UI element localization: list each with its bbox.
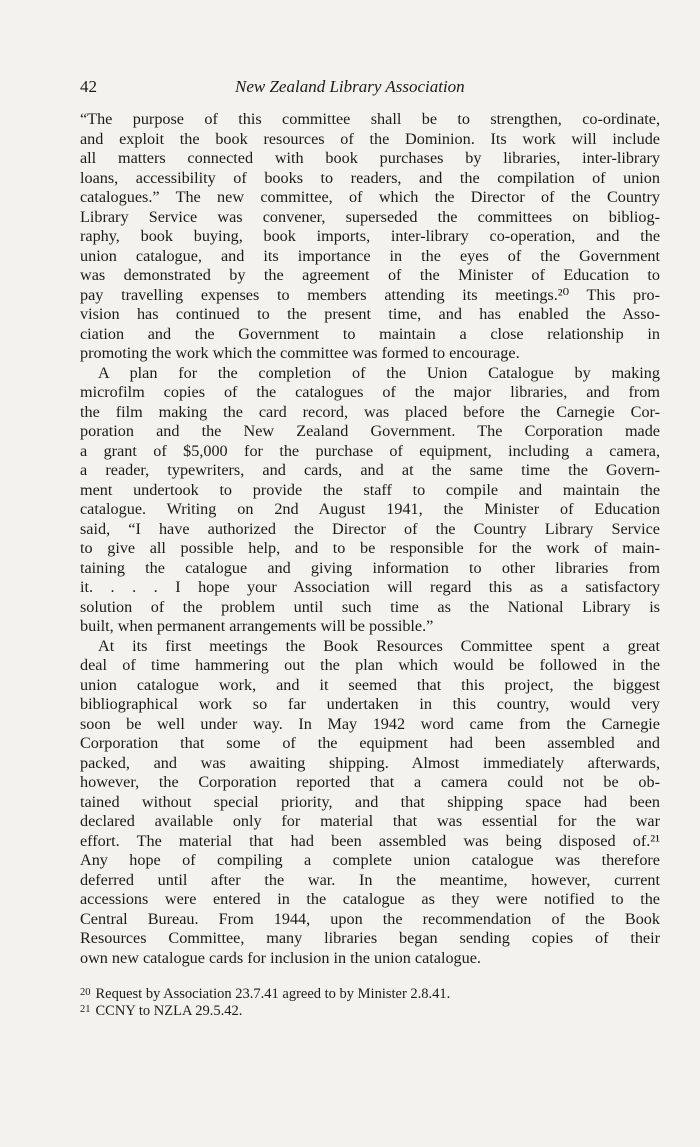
running-title: New Zealand Library Association <box>235 77 465 96</box>
footnote <box>80 1001 660 1018</box>
text-line: ment undertook to provide the staff to compile and maintain the <box>80 480 660 499</box>
text-line: the film making the card record, was placed before the Carnegie Cor- <box>80 402 660 421</box>
page-header <box>80 77 660 101</box>
text-line: “The purpose of this committee shall be to strengthen, co-ordinate, <box>80 110 660 128</box>
text-line: it. . . . I hope your Association will regard this as a satisfactory <box>80 578 660 596</box>
text-line: a reader, typewriters, and cards, and at the same time the Govern- <box>80 461 660 479</box>
text-line: ciation and the Government to maintain a close relationship in <box>80 324 660 343</box>
footnote-mark: 20 <box>80 987 91 998</box>
footnote-text: Request by Association 23.7.41 agreed to by Minister 2.8.41. <box>95 986 451 1002</box>
text-line: packed, and was awaiting shipping. Almost immediately afterwards, <box>80 753 660 772</box>
text-line: vision has continued to the present time, and has enabled the Asso- <box>80 305 660 323</box>
text-line: soon be well under way. In May 1942 word came from the Carnegie <box>80 714 660 733</box>
text-line: tained without special priority, and that shipping space had been <box>80 792 660 811</box>
text-line: solution of the problem until such time as the National Library is <box>80 597 660 616</box>
text-line: deal of time hammering out the plan which would be followed in the <box>80 656 660 674</box>
text-line: built, when permanent arrangements will be possible.” <box>80 617 434 635</box>
text-line: Resources Committee, many libraries began sending copies of their <box>80 929 660 947</box>
text-line: declared available only for material that was essential for the war <box>80 812 660 830</box>
page-number: 42 <box>80 77 97 96</box>
text-line: promoting the work which the committee was formed to encourage. <box>80 344 520 362</box>
text-line: Corporation that some of the equipment had been assembled and <box>80 734 660 752</box>
body-text <box>80 110 660 968</box>
text-line: Any hope of compiling a complete union catalogue was therefore <box>80 851 660 869</box>
footnote <box>80 984 660 1001</box>
text-line: union catalogue, and its importance in the eyes of the Government <box>80 246 660 265</box>
text-line: pay travelling expenses to members attending its meetings.²⁰ This pro- <box>80 285 660 304</box>
text-line: a grant of $5,000 for the purchase of equipment, including a camera, <box>80 441 660 460</box>
text-line: effort. The material that had been assembled was being disposed of.²¹ <box>80 831 660 850</box>
text-line: deferred until after the war. In the meantime, however, current <box>80 870 660 889</box>
text-line: accessions were entered in the catalogue as they were notified to the <box>80 890 660 908</box>
text-line: taining the catalogue and giving information to other libraries from <box>80 558 660 577</box>
text-line: loans, accessibility of books to readers, and the compilation of union <box>80 168 660 187</box>
text-line: poration and the New Zealand Government. The Corporation made <box>80 422 660 440</box>
text-line: own new catalogue cards for inclusion in the union catalogue. <box>80 948 481 967</box>
text-line: bibliographical work so far undertaken in this country, would very <box>80 695 660 713</box>
text-line: microfilm copies of the catalogues of the major libraries, and from <box>80 383 660 401</box>
footnotes <box>80 984 660 1018</box>
text-line: was demonstrated by the agreement of the Minister of Education to <box>80 266 660 284</box>
text-line: Library Service was convener, superseded the committees on bibliog- <box>80 207 660 226</box>
footnote-text: CCNY to NZLA 29.5.42. <box>95 1003 243 1019</box>
text-line: and exploit the book resources of the Dominion. Its work will include <box>80 129 660 148</box>
text-line: however, the Corporation reported that a camera could not be ob- <box>80 773 660 791</box>
text-line: Central Bureau. From 1944, upon the recommendation of the Book <box>80 909 660 928</box>
text-line: raphy, book buying, book imports, inter-library co-operation, and the <box>80 227 660 245</box>
text-line: union catalogue work, and it seemed that this project, the biggest <box>80 675 660 694</box>
text-line: catalogues.” The new committee, of which the Director of the Country <box>80 188 660 206</box>
footnote-mark: 21 <box>80 1004 91 1015</box>
text-line: to give all possible help, and to be responsible for the work of main- <box>80 539 660 557</box>
text-line: said, “I have authorized the Director of the Country Library Service <box>80 519 660 538</box>
text-line: all matters connected with book purchases by libraries, inter-library <box>80 149 660 167</box>
text-line: At its first meetings the Book Resources Committee spent a great <box>98 636 660 655</box>
text-line: catalogue. Writing on 2nd August 1941, the Minister of Education <box>80 500 660 518</box>
text-line: A plan for the completion of the Union Catalogue by making <box>98 363 660 382</box>
